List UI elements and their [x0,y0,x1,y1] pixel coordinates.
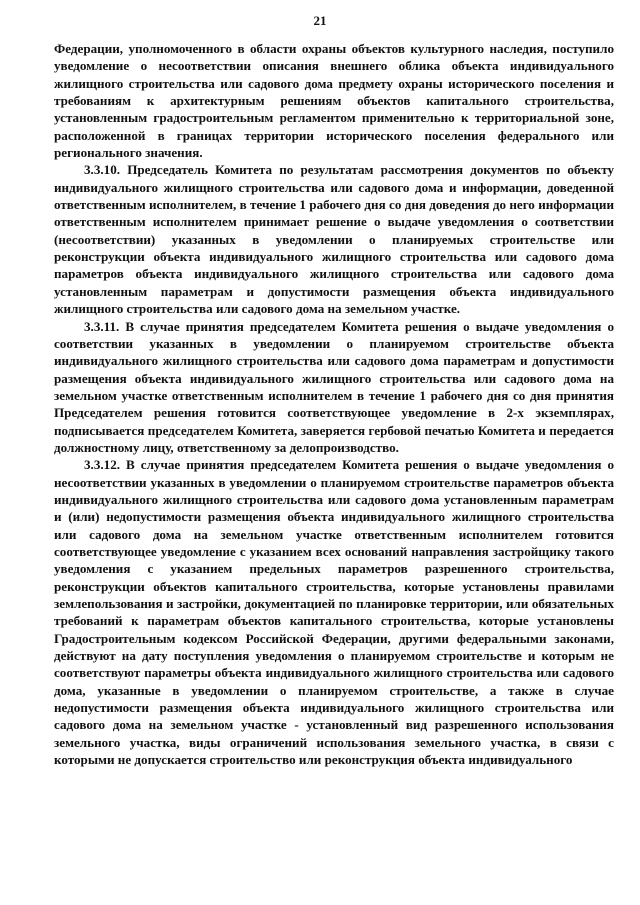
page-number: 21 [313,13,327,28]
paragraph-3-3-10: 3.3.10. Председатель Комитета по результатам рассмотрения документов по объекту индивидуального жилищного строительства или садового дома и информации, доведенной ответственным исполнителем, в течение 1 рабочего дня со дня доведения до него информации ответственным исполнителем принимает решение о выдаче уведомления о соответствии (несоответствии) указанных в уведомлении о планируемых строительстве или реконструкции объекта индивидуального жилищного строительства или садового дома параметров объекта индивидуального жилищного строительства или садового дома установленным параметрам и допустимости размещения объекта индивидуального жилищного строительства или садового дома на земельном участке. [54,162,614,317]
document-body [54,40,614,768]
paragraph-intro-continuation: Федерации, уполномоченного в области охраны объектов культурного наследия, поступило уведомление о несоответствии описания внешнего облика объекта индивидуального жилищного строительства или садового дома предмету охраны исторического поселения и требованиям к архитектурным решениям объектов капитального строительства, установленным градостроительным регламентом применительно к территориальной зоне, расположенной в границах территории исторического поселения федерального или регионального значения. [54,41,614,161]
paragraph-3-3-12: 3.3.12. В случае принятия председателем Комитета решения о выдаче уведомления о несоответствии указанных в уведомлении о планируемом строительстве параметров объекта индивидуального жилищного строительства или садового дома установленным параметрам и (или) недопустимости размещения объекта индивидуального жилищного строительства или садового дома на земельном участке ответственным исполнителем готовится соответствующее уведомление с указанием всех оснований направления застройщику такого уведомления с указанием предельных параметров разрешенного строительства, реконструкции объектов капитального строительства, которые установлены правилами землепользования и застройки, документацией по планировке территории, или обязательных требований к параметрам объектов капитального строительства, которые установлены Градостроительным кодексом Российской Федерации, другими федеральными законами, действуют на дату поступления уведомления о планируемом строительстве и которым не соответствуют параметры объекта индивидуального жилищного строительства или садового дома, указанные в уведомлении о планируемом строительстве, а также в случае недопустимости размещения объекта индивидуального жилищного строительства или садового дома на земельном участке - установленный вид разрешенного использования земельного участка, виды ограничений использования земельного участка, в связи с которыми не допускается строительство или реконструкция объекта индивидуального [54,457,614,768]
paragraph-3-3-11: 3.3.11. В случае принятия председателем Комитета решения о выдаче уведомления о соответствии указанных в уведомлении о планируемом строительстве объекта индивидуального жилищного строительства или садового дома параметрам и допустимости размещения объекта индивидуального жилищного строительства или садового дома на земельном участке ответственным исполнителем в течение 1 рабочего дня со дня принятия Председателем решения готовится соответствующее уведомление в 2-х экземплярах, подписывается председателем Комитета, заверяется гербовой печатью Комитета и передается должностному лицу, ответственному за делопроизводство. [54,318,614,455]
